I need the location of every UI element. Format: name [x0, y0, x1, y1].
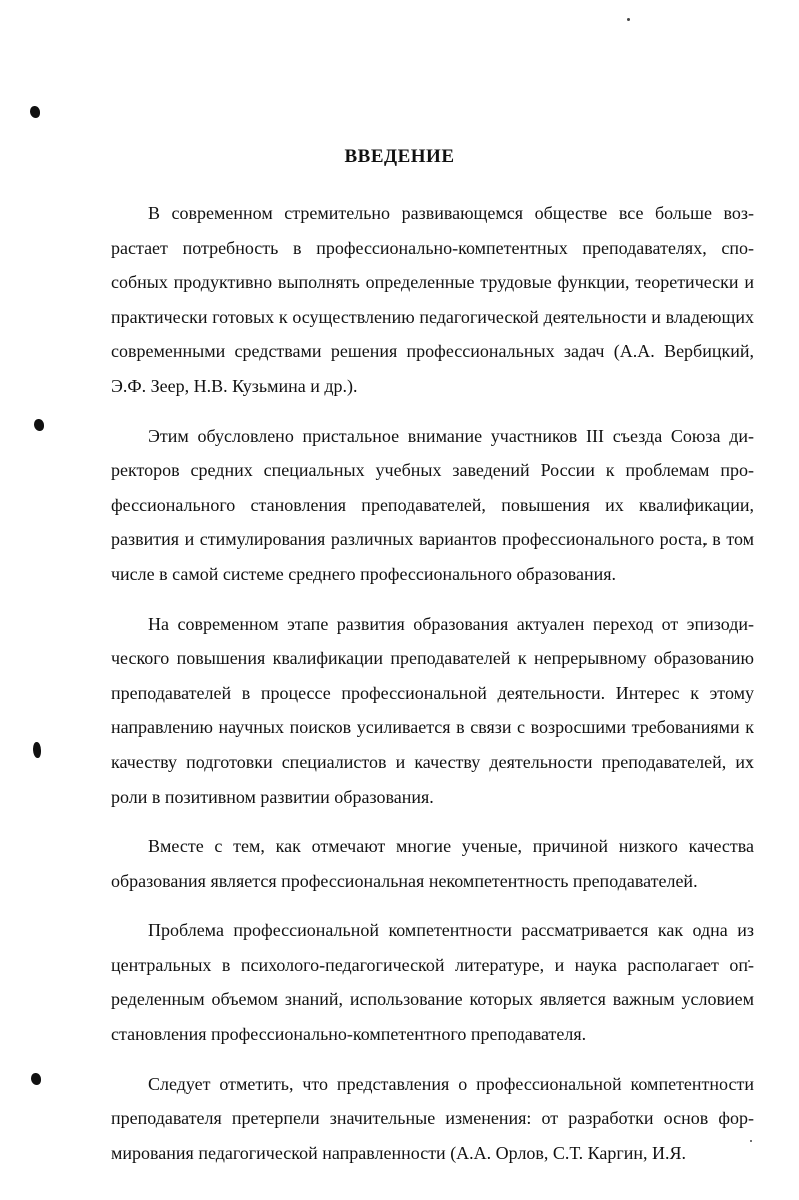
paragraph: В современном стремительно развивающемся обществе все больше возрастает потребность в профессионально-компетентных преподавателях, способных продуктивно выполнять определенные трудовые функции, теоретически и практически готовых к осуществлению педагогической деятельности и владеющих современными средствами решения профессиональных задач (А.А. Вербицкий, Э.Ф. Зеер, Н.В. Кузьмина и др.). — [111, 203, 754, 396]
paragraph: Следует отметить, что представления о профессиональной компетентности преподавателя претерпели значительные изменения: от разработки основ формирования педагогической направленности (А.А. Орлов, С.Т. Каргин, И.Я. — [111, 1073, 754, 1163]
binding-hole-mark — [34, 419, 44, 431]
paragraph: Проблема профессиональной компетентности рассматривается как одна из центральных в психолого-педагогической литературе, и наука располагает определенным объемом знаний, использование которых является важным условием становления профессионально-компетентного преподавателя. — [111, 920, 754, 1045]
binding-hole-mark — [33, 742, 41, 758]
paragraph: Вместе с тем, как отмечают многие ученые, причиной низкого качества образования является профессиональная некомпетентность преподавателей. — [111, 836, 754, 891]
binding-hole-mark — [31, 1073, 41, 1085]
paragraph: Этим обусловлено пристальное внимание участников III съезда Союза директоров средних специальных учебных заведений России к проблемам профессионального становления преподавателей, повышения их квалификации, развития и стимулирования различных вариантов профессионального роста, в том числе в самой системе среднего профессионального образования. — [111, 425, 754, 584]
body-text — [111, 196, 754, 1185]
paragraph: На современном этапе развития образования актуален переход от эпизодического повышения квалификации преподавателей к непрерывному образованию преподавателей в процессе профессиональной деятельности. Интерес к этому направлению научных поисков усиливается в связи с возросшими требованиями к качеству подготовки специалистов и качеству деятельности преподавателей, их роли в позитивном развитии образования. — [111, 613, 754, 807]
scan-speck — [627, 18, 630, 21]
section-title: ВВЕДЕНИЕ — [344, 146, 455, 167]
binding-hole-mark — [30, 106, 40, 118]
